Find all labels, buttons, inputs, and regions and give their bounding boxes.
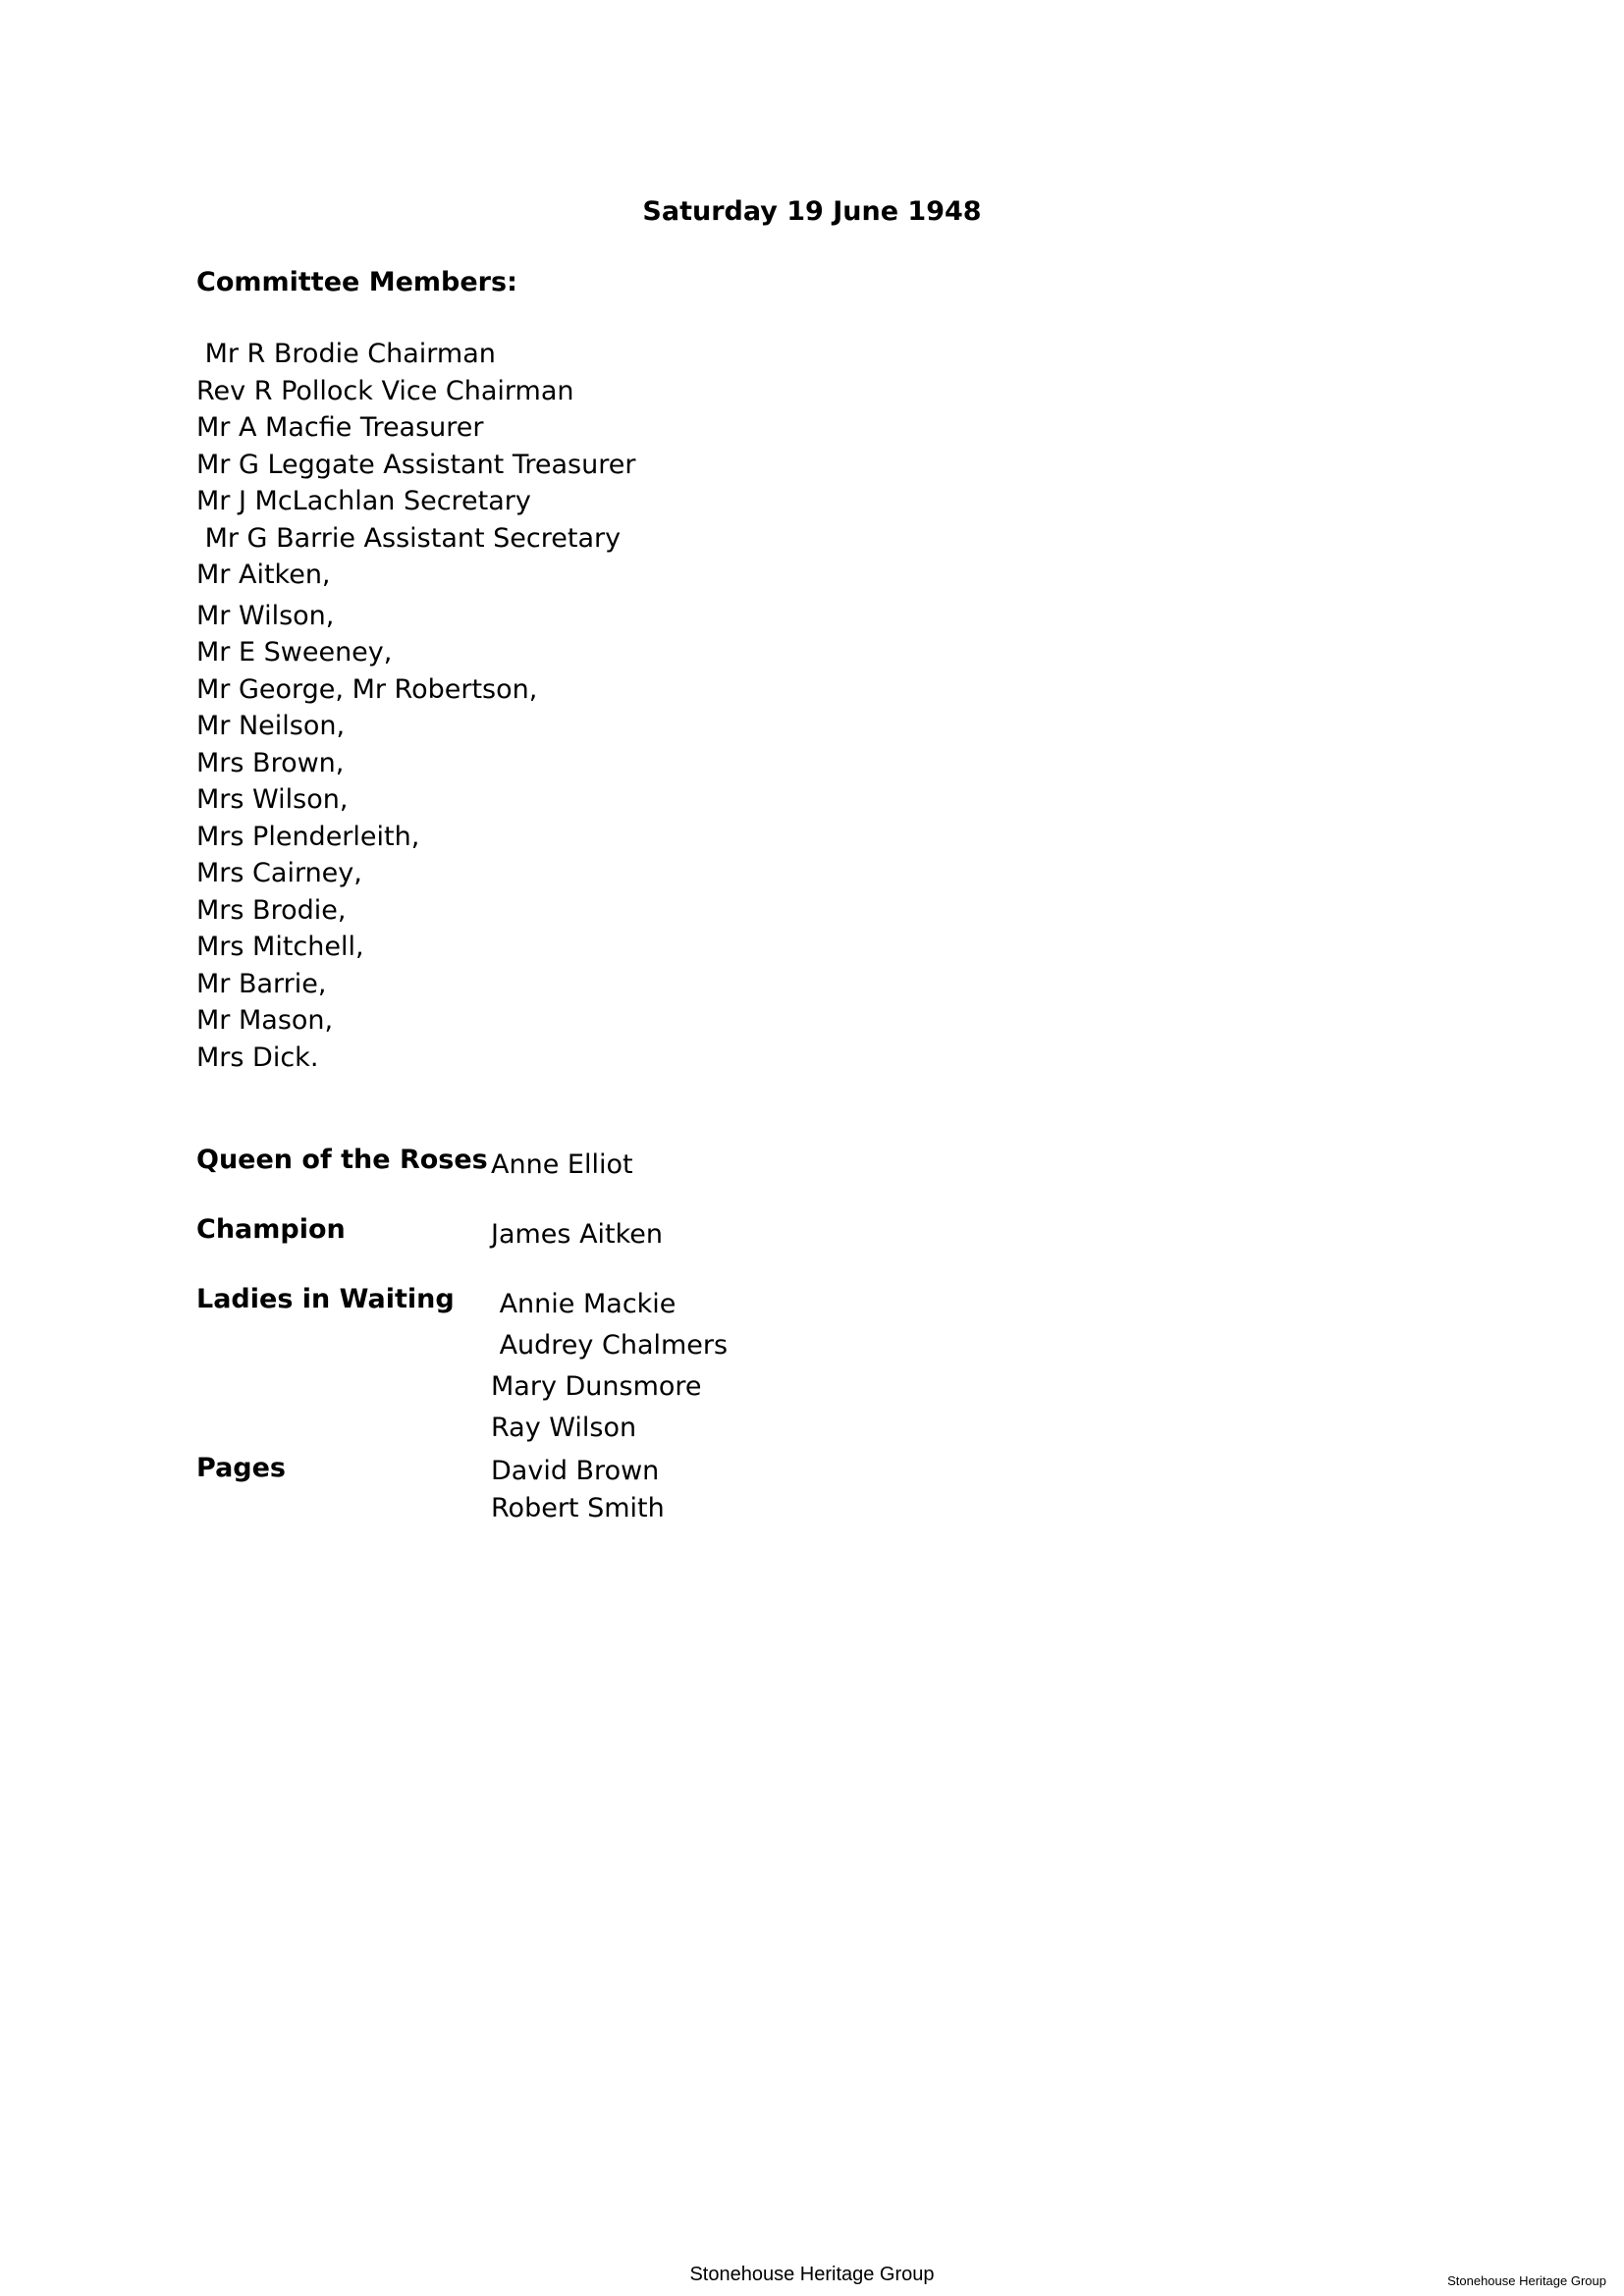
role-label: Pages (196, 1453, 286, 1483)
role-ladies-in-waiting (196, 1284, 728, 1453)
role-label: Ladies in Waiting (196, 1284, 455, 1314)
role-champion (196, 1214, 728, 1284)
committee-member: Rev R Pollock Vice Chairman (196, 375, 574, 406)
committee-member: Mr Barrie, (196, 968, 327, 999)
footer-watermark: Stonehouse Heritage Group (1447, 2273, 1606, 2288)
committee-member: Mr A Macfie Treasurer (196, 412, 484, 443)
role-name: Annie Mackie (491, 1289, 677, 1319)
committee-member: Mr Mason, (196, 1005, 334, 1036)
role-name: Ray Wilson (491, 1413, 637, 1443)
role-name: James Aitken (491, 1219, 664, 1250)
committee-member: Mrs Mitchell, (196, 932, 364, 962)
committee-member: Mrs Dick. (196, 1041, 319, 1073)
role-name: Audrey Chalmers (491, 1330, 729, 1361)
committee-member: Mr G Leggate Assistant Treasurer (196, 449, 636, 480)
footer-credit: Stonehouse Heritage Group (689, 2264, 935, 2285)
role-label: Champion (196, 1214, 346, 1245)
page-title: Saturday 19 June 1948 (642, 196, 982, 227)
committee-heading: Committee Members: (196, 267, 517, 297)
committee-member: Mr Aitken, (196, 560, 331, 590)
committee-member: Mrs Wilson, (196, 784, 349, 815)
committee-member: Mr George, Mr Robertson, (196, 673, 538, 705)
committee-member: Mrs Brodie, (196, 894, 347, 926)
committee-member: Mr R Brodie Chairman (196, 339, 496, 369)
role-name: Robert Smith (491, 1493, 665, 1523)
committee-member: Mr Wilson, (196, 600, 335, 631)
roles-section (196, 1145, 728, 1527)
role-pages (196, 1453, 728, 1527)
committee-member: Mr Neilson, (196, 711, 346, 741)
committee-member: Mr G Barrie Assistant Secretary (196, 522, 622, 554)
role-queen-of-the-roses (196, 1145, 728, 1214)
committee-member: Mrs Plenderleith, (196, 821, 420, 852)
committee-member: Mrs Brown, (196, 747, 345, 778)
committee-member: Mrs Cairney, (196, 858, 362, 888)
role-label: Queen of the Roses (196, 1145, 488, 1175)
role-name: Mary Dunsmore (491, 1371, 702, 1402)
committee-member: Mr J McLachlan Secretary (196, 486, 531, 516)
committee-member: Mr E Sweeney, (196, 637, 393, 667)
role-name: Anne Elliot (491, 1149, 633, 1180)
role-name: David Brown (491, 1456, 660, 1486)
committee-member-list (196, 336, 635, 1076)
